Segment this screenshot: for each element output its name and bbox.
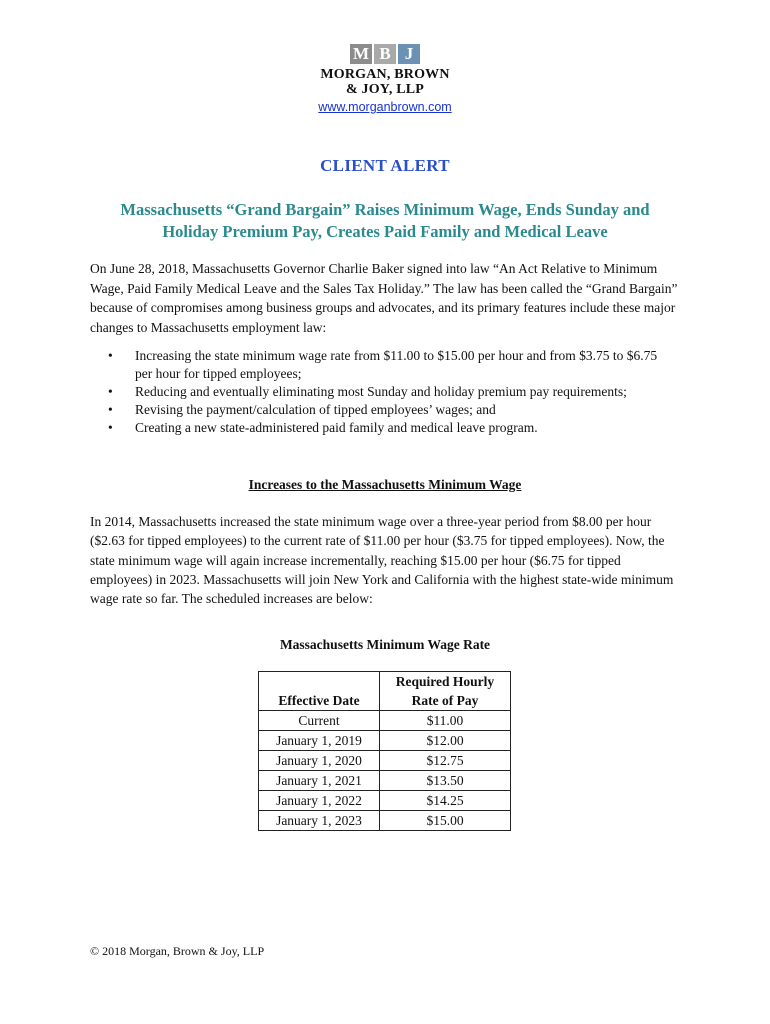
- logo-letter-blocks: [350, 44, 420, 64]
- bullet-item: • Revising the payment/calculation of tipped employees’ wages; and: [108, 401, 668, 419]
- logo-letter-b: B: [374, 44, 396, 64]
- bullet-item: • Reducing and eventually eliminating most Sunday and holiday premium pay requirements;: [108, 383, 668, 401]
- table-row: [259, 771, 511, 791]
- header-effective-date: Effective Date: [259, 672, 380, 711]
- table-caption: Massachusetts Minimum Wage Rate: [279, 637, 491, 652]
- header-hourly-rate: [380, 672, 511, 711]
- website-link[interactable]: www.morganbrown.com: [318, 100, 452, 114]
- effective-date-cell: January 1, 2023: [259, 811, 380, 831]
- table-row: [259, 811, 511, 831]
- rate-cell: $15.00: [380, 811, 511, 831]
- rate-cell: $14.25: [380, 791, 511, 811]
- header-hourly-rate-line1: Required Hourly: [395, 674, 495, 689]
- rate-cell: $13.50: [380, 771, 511, 791]
- effective-date-cell: January 1, 2021: [259, 771, 380, 791]
- rate-cell: $11.00: [380, 711, 511, 731]
- table-row: [259, 731, 511, 751]
- headline-line-1: Massachusetts “Grand Bargain” Raises Minimum Wage, Ends Sunday and: [120, 200, 650, 219]
- firm-logo: [0, 44, 770, 114]
- table-header-row: [259, 672, 511, 711]
- bullet-item: • Creating a new state-administered paid family and medical leave program.: [108, 419, 668, 437]
- table-row: [259, 751, 511, 771]
- intro-paragraph: On June 28, 2018, Massachusetts Governor Charlie Baker signed into law “An Act Relative to Minimum Wage, Paid Family Medical Leave and the Sales Tax Holiday.” The law has been called the “Grand Bargain” because of compromises among business groups and advocates, and its primary features include these major changes to Massachusetts employment law:: [90, 261, 678, 335]
- table-row: [259, 711, 511, 731]
- article-headline: [0, 199, 770, 243]
- effective-date-cell: Current: [259, 711, 380, 731]
- effective-date-cell: January 1, 2020: [259, 751, 380, 771]
- copyright-footer: © 2018 Morgan, Brown & Joy, LLP: [90, 944, 265, 958]
- firm-name-line1: MORGAN, BROWN: [320, 67, 450, 82]
- minimum-wage-table: [258, 671, 511, 831]
- table-row: [259, 791, 511, 811]
- effective-date-cell: January 1, 2019: [259, 731, 380, 751]
- section-heading: Increases to the Massachusetts Minimum Wage: [248, 477, 522, 492]
- effective-date-cell: January 1, 2022: [259, 791, 380, 811]
- header-hourly-rate-line2: Rate of Pay: [411, 693, 479, 708]
- changes-bullet-list: [108, 347, 668, 437]
- rate-cell: $12.00: [380, 731, 511, 751]
- rate-cell: $12.75: [380, 751, 511, 771]
- client-alert-title: CLIENT ALERT: [320, 156, 450, 175]
- section-paragraph: In 2014, Massachusetts increased the state minimum wage over a three-year period from $8.00 per hour ($2.63 for tipped employees) to the current rate of $11.00 per hour ($3.75 for tipped employees). Now, the state minimum wage will again increase incrementally, reaching $15.00 per hour ($6.75 for tipped employees) in 2023. Massachusetts will join New York and California with the highest state-wide minimum wage rate so far. The scheduled increases are below:: [90, 514, 674, 607]
- headline-line-2: Holiday Premium Pay, Creates Paid Family and Medical Leave: [162, 222, 608, 241]
- firm-name-line2: & JOY, LLP: [345, 82, 425, 97]
- logo-letter-m: M: [350, 44, 372, 64]
- logo-letter-j: J: [398, 44, 420, 64]
- bullet-item: • Increasing the state minimum wage rate from $11.00 to $15.00 per hour and from $3.75 to $6.75 per hour for tipped employees;: [108, 347, 668, 383]
